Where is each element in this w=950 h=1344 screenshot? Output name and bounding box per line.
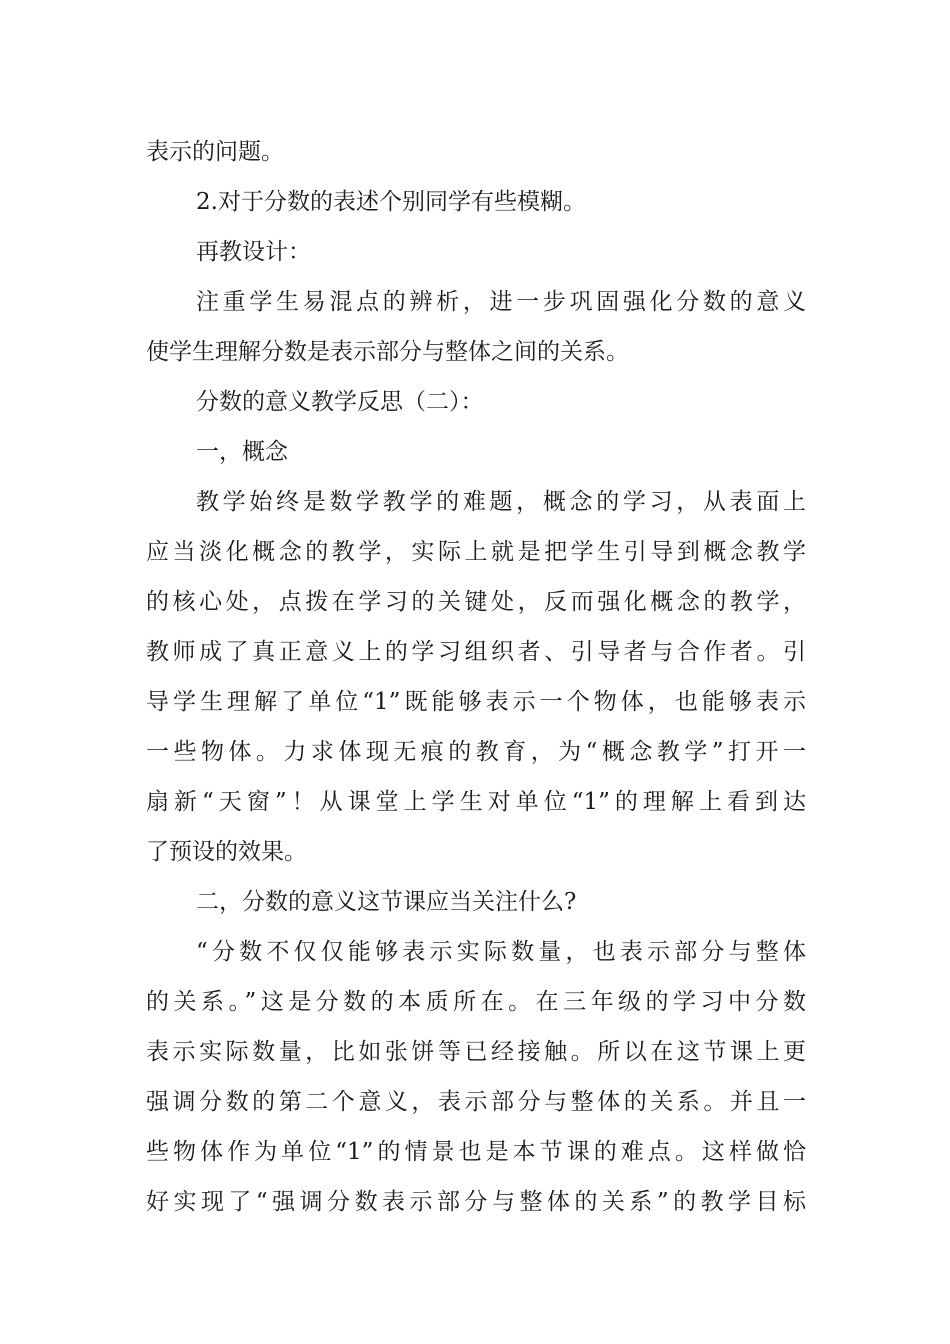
paragraph-line: 注重学生易混点的辨析，进一步巩固强化分数的意义 [196,289,806,315]
section-heading: 一，概念 [196,439,288,465]
paragraph-line: 导学生理解了单位“1”既能够表示一个物体，也能够表示 [146,689,806,715]
section-heading: 再教设计： [196,239,311,265]
paragraph-line: 表示的问题。 [146,139,284,165]
paragraph-line: 使学生理解分数是表示部分与整体之间的关系。 [146,339,629,365]
paragraph-line: 教学始终是数学教学的难题，概念的学习，从表面上 [196,489,806,515]
paragraph-line: 的核心处，点拨在学习的关键处，反而强化概念的教学， [146,589,806,615]
paragraph-line: 好实现了“强调分数表示部分与整体的关系”的教学目标 [146,1189,806,1215]
paragraph-line: “分数不仅仅能够表示实际数量，也表示部分与整体 [196,939,806,965]
paragraph-line: 强调分数的第二个意义，表示部分与整体的关系。并且一 [146,1089,806,1115]
paragraph-line: 扇新“天窗”！从课堂上学生对单位“1”的理解上看到达 [146,789,806,815]
section-heading: 分数的意义教学反思（二）： [196,389,484,415]
paragraph-line: 一些物体。力求体现无痕的教育，为“概念教学”打开一 [146,739,806,765]
paragraph-line: 表示实际数量，比如张饼等已经接触。所以在这节课上更 [146,1039,806,1065]
paragraph-line: 应当淡化概念的教学，实际上就是把学生引导到概念教学 [146,539,806,565]
paragraph-line: 了预设的效果。 [146,839,307,865]
paragraph-line: 的关系。”这是分数的本质所在。在三年级的学习中分数 [146,989,806,1015]
paragraph-line: 教师成了真正意义上的学习组织者、引导者与合作者。引 [146,639,806,665]
paragraph-line: 些物体作为单位“1”的情景也是本节课的难点。这样做恰 [146,1139,806,1165]
paragraph-line: 2.对于分数的表述个别同学有些模糊。 [196,189,586,215]
section-heading: 二，分数的意义这节课应当关注什么? [196,889,577,915]
